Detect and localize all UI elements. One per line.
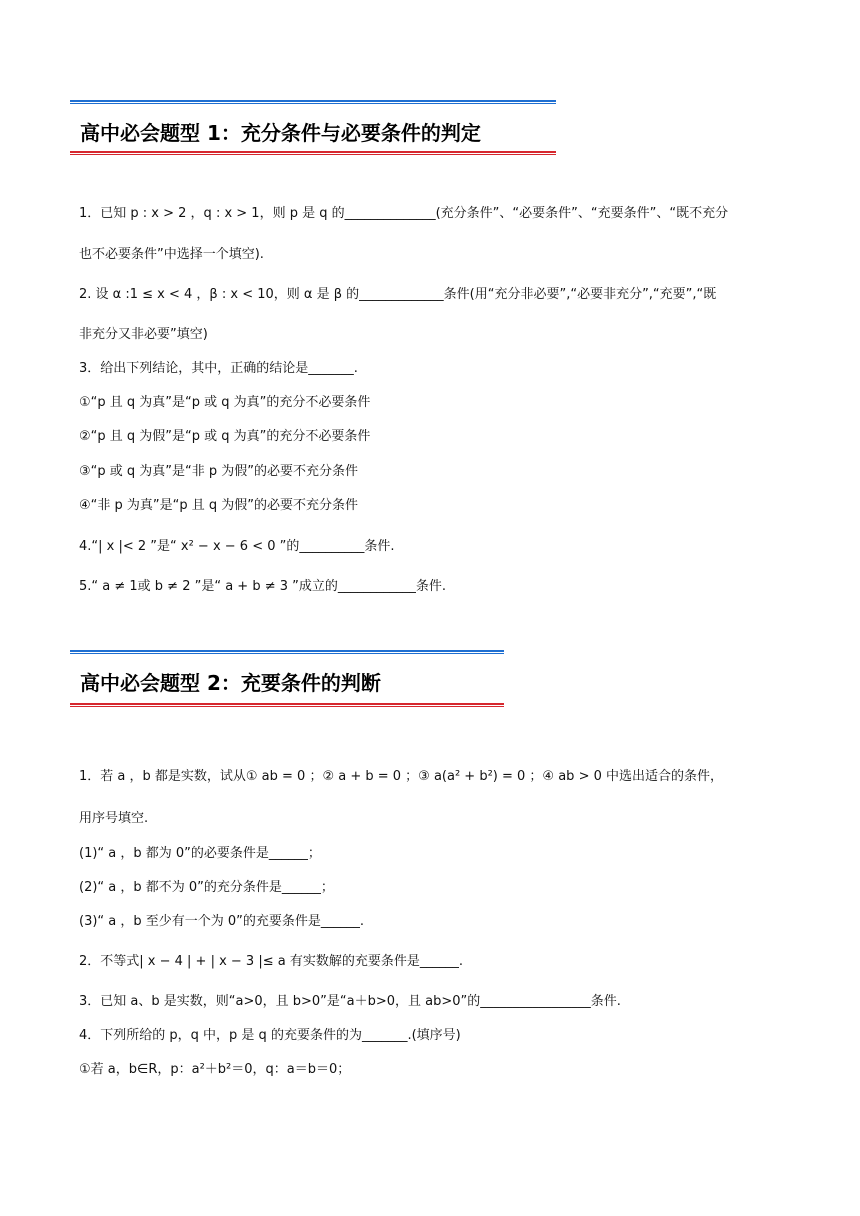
section-1-top-rule [70, 100, 556, 104]
s1-line-10: 4.“| x |< 2 ”是“ x² − x − 6 < 0 ”的__________条件. [79, 539, 395, 554]
section-2-bottom-rule [70, 703, 504, 707]
section-1-bottom-rule [70, 151, 556, 155]
s1-line-6: ①“p 且 q 为真”是“p 或 q 为真”的充分不必要条件 [79, 395, 371, 410]
s1-line-5: 3．给出下列结论，其中，正确的结论是_______. [79, 361, 358, 376]
section-2-title: 高中必会题型 2：充要条件的判断 [80, 671, 381, 695]
s2-line-1: 1．若 a ，b 都是实数，试从① ab = 0 ；② a + b = 0 ；③ a(a² + b²) = 0 ；④ ab > 0 中选出适合的条件， [79, 769, 723, 784]
s1-line-9: ④“非 p 为真”是“p 且 q 为假”的必要不充分条件 [79, 498, 359, 513]
s1-line-3: 2. 设 α :1 ≤ x < 4 ，β : x < 10，则 α 是 β 的_____________条件(用“充分非必要”,“必要非充分”,“充要”,“既 [79, 287, 717, 302]
s1-line-4: 非充分又非必要”填空) [79, 327, 208, 342]
s1-line-2: 也不必要条件”中选择一个填空). [79, 247, 264, 262]
s1-line-7: ②“p 且 q 为假”是“p 或 q 为真”的充分不必要条件 [79, 429, 371, 444]
section-2-header [70, 650, 504, 708]
section-1-title: 高中必会题型 1：充分条件与必要条件的判定 [80, 121, 481, 145]
s2-line-3: (1)“ a ，b 都为 0”的必要条件是______； [79, 846, 321, 861]
s2-line-7: 3．已知 a、b 是实数，则“a>0，且 b>0”是“a＋b>0，且 ab>0”的_________________条件. [79, 994, 621, 1009]
s2-line-4: (2)“ a ，b 都不为 0”的充分条件是______； [79, 880, 334, 895]
s2-line-6: 2．不等式| x − 4 | + | x − 3 |≤ a 有实数解的充要条件是______. [79, 954, 463, 969]
s2-line-2: 用序号填空. [79, 811, 149, 826]
s2-line-8: 4．下列所给的 p，q 中，p 是 q 的充要条件的为_______.(填序号) [79, 1028, 461, 1043]
s2-line-9: ①若 a，b∈R，p：a²＋b²＝0，q：a＝b＝0； [79, 1062, 351, 1077]
s1-line-8: ③“p 或 q 为真”是“非 p 为假”的必要不充分条件 [79, 464, 359, 479]
s1-line-1: 1．已知 p : x > 2 ，q : x > 1，则 p 是 q 的______________(充分条件”、“必要条件”、“充要条件”、“既不充分 [79, 206, 729, 221]
s1-line-11: 5.“ a ≠ 1或 b ≠ 2 ”是“ a + b ≠ 3 ”成立的____________条件. [79, 579, 447, 594]
section-1-header [70, 100, 556, 158]
s2-line-5: (3)“ a ，b 至少有一个为 0”的充要条件是______. [79, 914, 365, 929]
section-2-top-rule [70, 650, 504, 654]
